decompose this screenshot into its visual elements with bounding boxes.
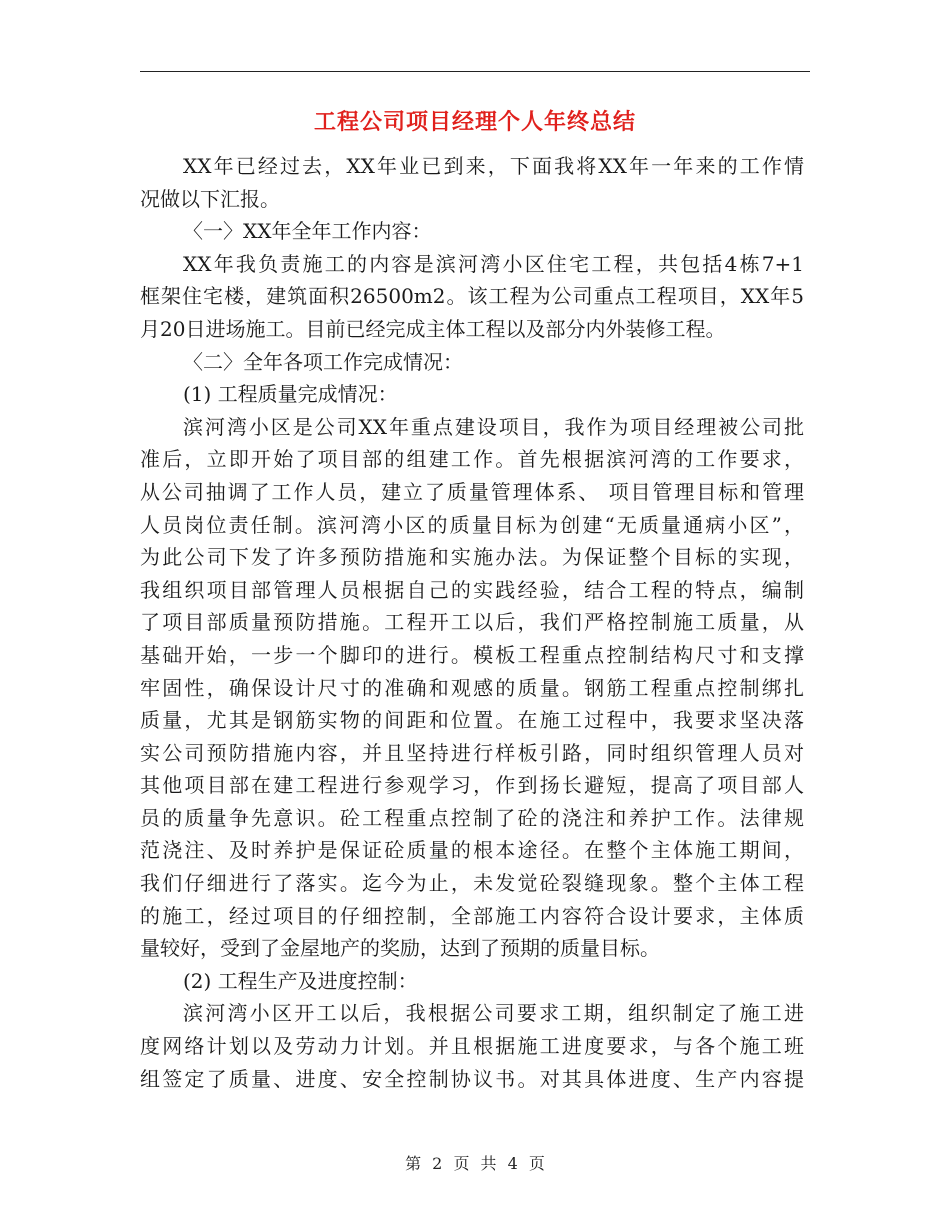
text-line: 我们仔细进行了落实。迄今为止，未发觉砼裂缝现象。整个主体工程 xyxy=(140,871,804,896)
text-line: 况做以下汇报。 xyxy=(140,186,280,211)
sub-heading: (2) 工程生产及进度控制： xyxy=(183,968,418,993)
text-line: 框架住宅楼，建筑面积26500m2。该工程为公司重点工程项目，XX年5 xyxy=(140,284,804,309)
text-line: 量较好，受到了金屋地产的奖励，达到了预期的质量目标。 xyxy=(140,936,660,961)
document-body xyxy=(140,150,804,1095)
page-number-footer: 第 2 页 共 4 页 xyxy=(405,1154,545,1173)
text-line: 了项目部质量预防措施。工程开工以后，我们严格控制施工质量，从 xyxy=(140,610,804,635)
text-line: 滨河湾小区开工以后，我根据公司要求工期，组织制定了施工进 xyxy=(183,1001,804,1026)
text-line: 我组织项目部管理人员根据自己的实践经验，结合工程的特点，编制 xyxy=(140,577,804,602)
text-line: 实公司预防措施内容，并且坚持进行样板引路，同时组织管理人员对 xyxy=(140,740,804,765)
text-line: 质量，尤其是钢筋实物的间距和位置。在施工过程中，我要求坚决落 xyxy=(140,708,804,733)
sub-heading: (1) 工程质量完成情况： xyxy=(183,382,398,407)
text-line: XX年已经过去，XX年业已到来，下面我将XX年一年来的工作情 xyxy=(183,154,804,178)
section-heading: 〈二〉全年各项工作完成情况： xyxy=(183,349,463,374)
text-line: 基础开始，一步一个脚印的进行。模板工程重点控制结构尺寸和支撑 xyxy=(140,642,804,667)
document-title: 工程公司项目经理个人年终总结 xyxy=(313,110,636,135)
text-line: 组签定了质量、进度、安全控制协议书。对其具体进度、生产内容提 xyxy=(140,1066,804,1091)
text-line: 的施工，经过项目的仔细控制，全部施工内容符合设计要求，主体质 xyxy=(140,903,804,928)
text-line: 人员岗位责任制。滨河湾小区的质量目标为创建“无质量通病小区”， xyxy=(140,512,804,537)
text-line: 其他项目部在建工程进行参观学习，作到扬长避短，提高了项目部人 xyxy=(140,773,804,798)
header-rule xyxy=(140,71,810,72)
text-line: 员的质量争先意识。砼工程重点控制了砼的浇注和养护工作。法律规 xyxy=(140,805,804,830)
text-line: 从公司抽调了工作人员，建立了质量管理体系、 项目管理目标和管理 xyxy=(140,479,804,504)
text-line: 度网络计划以及劳动力计划。并且根据施工进度要求，与各个施工班 xyxy=(140,1034,804,1059)
section-heading: 〈一〉XX年全年工作内容： xyxy=(183,219,432,244)
text-line: 月20日进场施工。目前已经完成主体工程以及部分内外装修工程。 xyxy=(140,316,726,341)
text-line: 滨河湾小区是公司XX年重点建设项目，我作为项目经理被公司批 xyxy=(183,414,804,439)
text-line: XX年我负责施工的内容是滨河湾小区住宅工程，共包括4栋7+1 xyxy=(183,251,804,276)
text-line: 牢固性，确保设计尺寸的准确和观感的质量。钢筋工程重点控制绑扎 xyxy=(140,675,804,700)
text-line: 范浇注、及时养护是保证砼质量的根本途径。在整个主体施工期间， xyxy=(140,838,804,863)
text-line: 准后，立即开始了项目部的组建工作。首先根据滨河湾的工作要求， xyxy=(140,447,804,472)
text-line: 为此公司下发了许多预防措施和实施办法。为保证整个目标的实现， xyxy=(140,545,804,570)
